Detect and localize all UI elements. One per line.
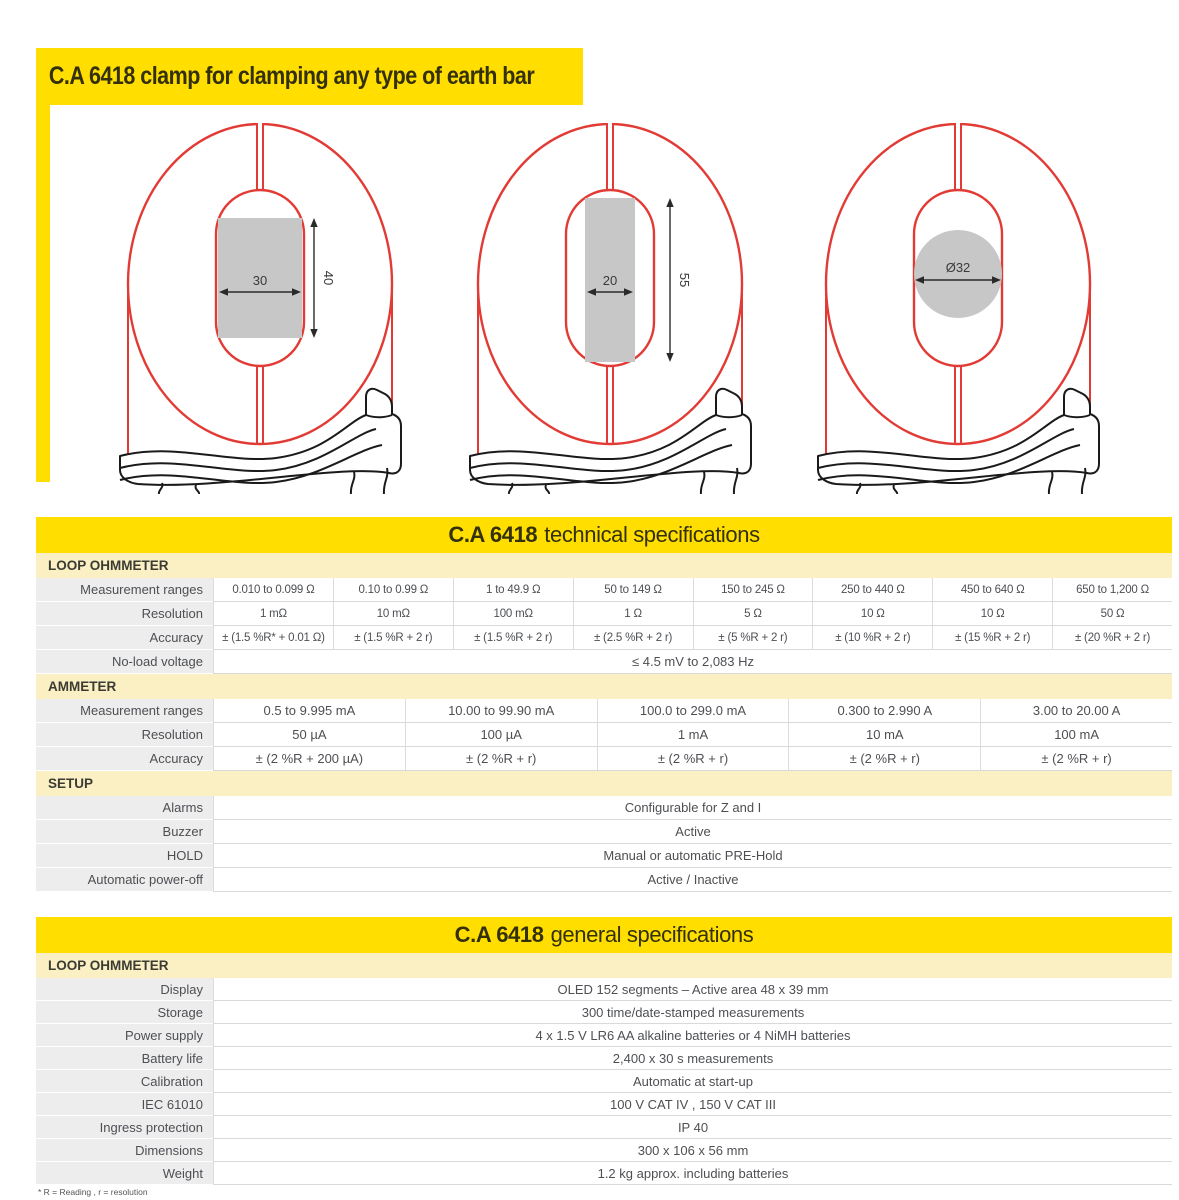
cell: 1 to 49.9 Ω <box>453 578 573 602</box>
cell: 50 to 149 Ω <box>573 578 693 602</box>
table-row <box>36 820 1172 844</box>
cell: 300 time/date-stamped measurements <box>213 1001 1172 1024</box>
height-dimension-label: 55 <box>677 272 692 288</box>
cell: ± (2 %R + r) <box>597 747 789 771</box>
table-row <box>36 723 1172 747</box>
cell: 100.0 to 299.0 mA <box>597 699 789 723</box>
cell: ± (2 %R + r) <box>405 747 597 771</box>
cell: 1 Ω <box>573 602 693 626</box>
row-label: Display <box>36 978 213 1001</box>
cell: ± (1.5 %R + 2 r) <box>453 626 573 650</box>
technical-specifications-table <box>36 517 1172 892</box>
width-dimension-label: 20 <box>602 273 618 288</box>
row-label: No-load voltage <box>36 650 213 674</box>
cell: OLED 152 segments – Active area 48 x 39 mm <box>213 978 1172 1001</box>
cell: Automatic at start-up <box>213 1070 1172 1093</box>
table-row <box>36 699 1172 723</box>
table-row <box>36 626 1172 650</box>
table-row <box>36 650 1172 674</box>
cell: 2,400 x 30 s measurements <box>213 1047 1172 1070</box>
cell: ± (2 %R + 200 µA) <box>213 747 405 771</box>
cell: 450 to 640 Ω <box>932 578 1052 602</box>
cell: 1 mΩ <box>213 602 333 626</box>
cell: 10.00 to 99.90 mA <box>405 699 597 723</box>
table-row <box>36 868 1172 892</box>
cell: 0.5 to 9.995 mA <box>213 699 405 723</box>
row-label: Storage <box>36 1001 213 1024</box>
cell: 50 µA <box>213 723 405 747</box>
row-label: Automatic power-off <box>36 868 213 892</box>
cell: 4 x 1.5 V LR6 AA alkaline batteries or 4 NiMH batteries <box>213 1024 1172 1047</box>
cell: 0.300 to 2.990 A <box>788 699 980 723</box>
cell: Configurable for Z and I <box>213 796 1172 820</box>
general-specs-banner <box>36 917 1172 953</box>
table-row <box>36 1116 1172 1139</box>
row-label: Power supply <box>36 1024 213 1047</box>
table-row <box>36 747 1172 771</box>
cell: Active <box>213 820 1172 844</box>
cell: 5 Ω <box>693 602 813 626</box>
general-specifications-table <box>36 917 1172 1185</box>
banner-subtitle: technical specifications <box>544 522 760 547</box>
cell: 250 to 440 Ω <box>812 578 932 602</box>
cell: 10 Ω <box>812 602 932 626</box>
row-label: Battery life <box>36 1047 213 1070</box>
row-label: Resolution <box>36 602 213 626</box>
page-title: C.A 6418 clamp for clamping any type of earth bar <box>48 62 535 90</box>
cell: ± (1.5 %R + 2 r) <box>333 626 453 650</box>
row-label: Calibration <box>36 1070 213 1093</box>
row-label: IEC 61010 <box>36 1093 213 1116</box>
cell: 50 Ω <box>1052 602 1172 626</box>
cell: ± (1.5 %R* + 0.01 Ω) <box>213 626 333 650</box>
table-row <box>36 602 1172 626</box>
section-loop-ohmmeter: LOOP OHMMETER <box>36 953 1172 978</box>
cell: ± (15 %R + 2 r) <box>932 626 1052 650</box>
clamp-diagram-round-32 <box>802 112 1114 494</box>
table-row <box>36 978 1172 1001</box>
product-name: C.A 6418 <box>448 522 538 547</box>
cell: 0.10 to 0.99 Ω <box>333 578 453 602</box>
banner-subtitle: general specifications <box>550 922 754 947</box>
table-row <box>36 578 1172 602</box>
row-label: Dimensions <box>36 1139 213 1162</box>
cell: 150 to 245 Ω <box>693 578 813 602</box>
clamp-diagram-rect-20x55 <box>454 112 766 494</box>
cell: 650 to 1,200 Ω <box>1052 578 1172 602</box>
row-label: Resolution <box>36 723 213 747</box>
row-label: Weight <box>36 1162 213 1185</box>
cell: 0.010 to 0.099 Ω <box>213 578 333 602</box>
cell: ± (2 %R + r) <box>788 747 980 771</box>
section-ammeter: AMMETER <box>36 674 1172 699</box>
technical-specs-banner <box>36 517 1172 553</box>
row-label: Buzzer <box>36 820 213 844</box>
section-setup: SETUP <box>36 771 1172 796</box>
row-label: Accuracy <box>36 626 213 650</box>
row-label: Alarms <box>36 796 213 820</box>
cell: 1 mA <box>597 723 789 747</box>
cell: IP 40 <box>213 1116 1172 1139</box>
table-row <box>36 1139 1172 1162</box>
product-name: C.A 6418 <box>454 922 544 947</box>
cell: 300 x 106 x 56 mm <box>213 1139 1172 1162</box>
table-row <box>36 844 1172 868</box>
cell: ± (2.5 %R + 2 r) <box>573 626 693 650</box>
cell: ± (10 %R + 2 r) <box>812 626 932 650</box>
diameter-dimension-label: Ø32 <box>945 260 971 275</box>
row-label: Accuracy <box>36 747 213 771</box>
cell: ± (20 %R + 2 r) <box>1052 626 1172 650</box>
section-loop-ohmmeter: LOOP OHMMETER <box>36 553 1172 578</box>
table-row <box>36 796 1172 820</box>
row-label: Measurement ranges <box>36 578 213 602</box>
cell: 3.00 to 20.00 A <box>980 699 1172 723</box>
cell: 10 Ω <box>932 602 1052 626</box>
cell: 100 mΩ <box>453 602 573 626</box>
cell: Manual or automatic PRE-Hold <box>213 844 1172 868</box>
yellow-left-stripe <box>36 105 50 482</box>
table-row <box>36 1162 1172 1185</box>
table-row <box>36 1093 1172 1116</box>
table-row <box>36 1001 1172 1024</box>
table-row <box>36 1024 1172 1047</box>
clamp-diagram-rect-30x40 <box>104 112 416 494</box>
title-banner <box>36 48 583 105</box>
cell: ± (2 %R + r) <box>980 747 1172 771</box>
footnote: * R = Reading , r = resolution <box>38 1187 148 1197</box>
cell: ± (5 %R + 2 r) <box>693 626 813 650</box>
row-label: HOLD <box>36 844 213 868</box>
cell: 10 mΩ <box>333 602 453 626</box>
width-dimension-label: 30 <box>252 273 268 288</box>
cell: 1.2 kg approx. including batteries <box>213 1162 1172 1185</box>
row-label: Measurement ranges <box>36 699 213 723</box>
cell: Active / Inactive <box>213 868 1172 892</box>
table-row <box>36 1047 1172 1070</box>
cell: ≤ 4.5 mV to 2,083 Hz <box>213 650 1172 674</box>
height-dimension-label: 40 <box>321 270 336 286</box>
cell: 10 mA <box>788 723 980 747</box>
cell: 100 V CAT IV , 150 V CAT III <box>213 1093 1172 1116</box>
row-label: Ingress protection <box>36 1116 213 1139</box>
table-row <box>36 1070 1172 1093</box>
cell: 100 µA <box>405 723 597 747</box>
cell: 100 mA <box>980 723 1172 747</box>
